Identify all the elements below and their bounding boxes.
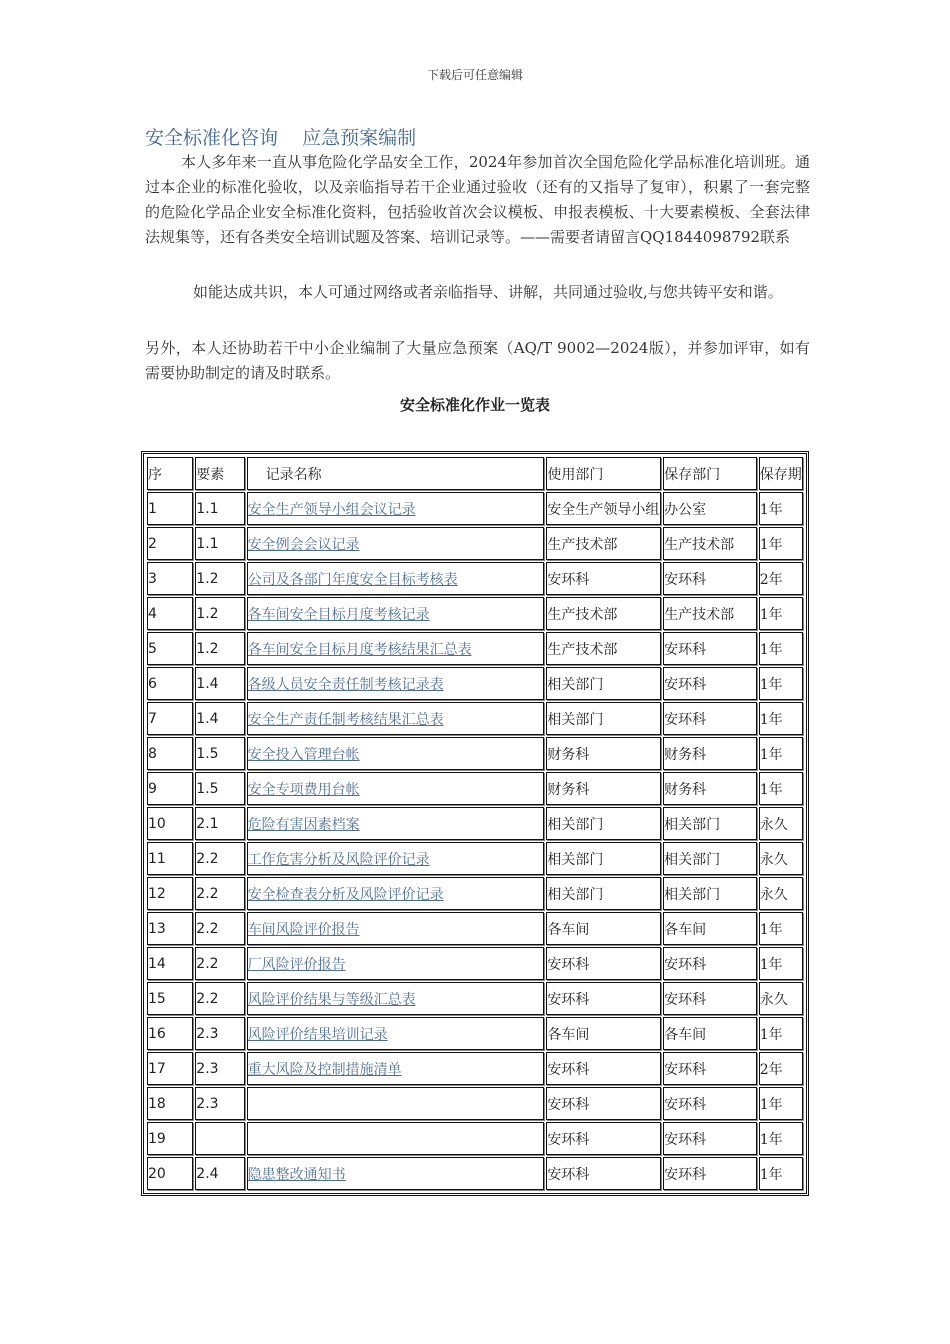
row-element-cell: 1.4 bbox=[195, 667, 244, 700]
row-keep-dept-cell: 相关部门 bbox=[663, 842, 757, 875]
intro-paragraph: 本人多年来一直从事危险化学品安全工作，2024年参加首次全国危险化学品标准化培训班。通过本企业的标准化验收，以及亲临指导若干企业通过验收（还有的又指导了复审），积累了一套完整的危险化学品企业安全标准化资料，包括验收首次会议模板、申报表模板、十大要素模板、全套法律法规集等，还有各类安全培训试题及答案、培训记录等。——需要者请留言QQ1844098792联系 bbox=[145, 153, 810, 246]
row-keep-dept-cell: 生产技术部 bbox=[663, 527, 757, 560]
row-record-name-cell bbox=[247, 807, 545, 840]
consensus-paragraph: 如能达成共识，本人可通过网络或者亲临指导、讲解，共同通过验收,与您共铸平安和谐。 bbox=[193, 283, 783, 301]
row-record-name-cell bbox=[247, 562, 545, 595]
row-use-dept-cell: 财务科 bbox=[546, 772, 661, 805]
row-use-dept-cell: 相关部门 bbox=[546, 667, 661, 700]
row-use-dept-cell: 安环科 bbox=[546, 1157, 661, 1190]
row-use-dept-cell: 相关部门 bbox=[546, 842, 661, 875]
row-keep-period-cell: 1年 bbox=[759, 702, 803, 735]
row-keep-dept-cell: 安环科 bbox=[663, 667, 757, 700]
table-row bbox=[147, 1017, 803, 1050]
table-row bbox=[147, 597, 803, 630]
table-header-row bbox=[147, 457, 803, 490]
row-seq-cell: 5 bbox=[147, 632, 193, 665]
record-link[interactable]: 安全投入管理台帐 bbox=[247, 746, 360, 763]
row-seq-cell: 8 bbox=[147, 737, 193, 770]
row-record-name-cell bbox=[247, 877, 545, 910]
row-use-dept-cell: 生产技术部 bbox=[546, 527, 661, 560]
table-row bbox=[147, 772, 803, 805]
row-keep-dept-cell: 安环科 bbox=[663, 1122, 757, 1155]
row-keep-dept-cell: 相关部门 bbox=[663, 877, 757, 910]
row-record-name-cell bbox=[247, 947, 545, 980]
row-record-name-cell bbox=[247, 527, 545, 560]
table-row bbox=[147, 807, 803, 840]
table-row bbox=[147, 1052, 803, 1085]
header-use-dept: 使用部门 bbox=[546, 457, 661, 490]
row-use-dept-cell: 相关部门 bbox=[546, 877, 661, 910]
table-row bbox=[147, 527, 803, 560]
row-record-name-cell bbox=[247, 982, 545, 1015]
record-link[interactable]: 安全生产领导小组会议记录 bbox=[247, 501, 416, 518]
row-record-name-cell bbox=[247, 632, 545, 665]
row-keep-dept-cell: 安环科 bbox=[663, 702, 757, 735]
row-use-dept-cell: 财务科 bbox=[546, 737, 661, 770]
row-element-cell: 2.3 bbox=[195, 1052, 244, 1085]
record-link[interactable]: 车间风险评价报告 bbox=[247, 921, 360, 938]
row-seq-cell: 13 bbox=[147, 912, 193, 945]
row-keep-period-cell: 1年 bbox=[759, 772, 803, 805]
row-keep-period-cell: 永久 bbox=[759, 982, 803, 1015]
row-keep-period-cell: 2年 bbox=[759, 562, 803, 595]
row-seq-cell: 11 bbox=[147, 842, 193, 875]
row-seq-cell: 1 bbox=[147, 492, 193, 525]
row-record-name-cell bbox=[247, 1087, 545, 1120]
row-record-name-cell bbox=[247, 1017, 545, 1050]
record-link[interactable]: 重大风险及控制措施清单 bbox=[247, 1061, 402, 1078]
row-element-cell bbox=[195, 1122, 244, 1155]
row-keep-period-cell: 永久 bbox=[759, 877, 803, 910]
row-seq-cell: 4 bbox=[147, 597, 193, 630]
row-element-cell: 1.2 bbox=[195, 632, 244, 665]
emergency-plan-paragraph: 另外，本人还协助若干中小企业编制了大量应急预案（AQ/T 9002—2024版），并参加评审，如有需要协助制定的请及时联系。 bbox=[145, 339, 810, 382]
document-title: 安全标准化咨询 应急预案编制 bbox=[145, 127, 417, 149]
row-element-cell: 1.5 bbox=[195, 772, 244, 805]
row-seq-cell: 16 bbox=[147, 1017, 193, 1050]
record-link[interactable]: 工作危害分析及风险评价记录 bbox=[247, 851, 430, 868]
row-seq-cell: 9 bbox=[147, 772, 193, 805]
table-row bbox=[147, 1122, 803, 1155]
row-seq-cell: 17 bbox=[147, 1052, 193, 1085]
table-body bbox=[147, 492, 803, 1190]
row-keep-period-cell: 1年 bbox=[759, 737, 803, 770]
row-element-cell: 2.3 bbox=[195, 1087, 244, 1120]
table-row bbox=[147, 1157, 803, 1190]
row-element-cell: 1.2 bbox=[195, 562, 244, 595]
table-row bbox=[147, 842, 803, 875]
record-link[interactable]: 厂风险评价报告 bbox=[247, 956, 346, 973]
row-element-cell: 1.4 bbox=[195, 702, 244, 735]
header-element: 要素 bbox=[195, 457, 244, 490]
table-row bbox=[147, 632, 803, 665]
row-seq-cell: 20 bbox=[147, 1157, 193, 1190]
row-record-name-cell bbox=[247, 842, 545, 875]
row-record-name-cell bbox=[247, 1157, 545, 1190]
row-keep-period-cell: 永久 bbox=[759, 842, 803, 875]
row-seq-cell: 7 bbox=[147, 702, 193, 735]
row-keep-period-cell: 1年 bbox=[759, 632, 803, 665]
row-record-name-cell bbox=[247, 1122, 545, 1155]
header-note: 下载后可任意编辑 bbox=[426, 68, 523, 82]
row-use-dept-cell: 安环科 bbox=[546, 1087, 661, 1120]
record-link[interactable]: 危险有害因素档案 bbox=[247, 816, 360, 833]
row-keep-period-cell: 2年 bbox=[759, 1052, 803, 1085]
row-keep-dept-cell: 安环科 bbox=[663, 1157, 757, 1190]
row-keep-dept-cell: 各车间 bbox=[663, 912, 757, 945]
record-link[interactable]: 各车间安全目标月度考核结果汇总表 bbox=[247, 641, 472, 658]
row-element-cell: 2.2 bbox=[195, 842, 244, 875]
table-row bbox=[147, 877, 803, 910]
row-record-name-cell bbox=[247, 597, 545, 630]
row-keep-dept-cell: 生产技术部 bbox=[663, 597, 757, 630]
row-record-name-cell bbox=[247, 772, 545, 805]
row-record-name-cell bbox=[247, 912, 545, 945]
row-element-cell: 1.1 bbox=[195, 527, 244, 560]
record-link[interactable]: 公司及各部门年度安全目标考核表 bbox=[247, 571, 458, 588]
row-use-dept-cell: 安环科 bbox=[546, 947, 661, 980]
row-keep-period-cell: 1年 bbox=[759, 492, 803, 525]
row-keep-dept-cell: 安环科 bbox=[663, 632, 757, 665]
table-row bbox=[147, 947, 803, 980]
header-keep-period: 保存期 bbox=[759, 457, 803, 490]
row-use-dept-cell: 各车间 bbox=[546, 1017, 661, 1050]
record-link[interactable]: 各车间安全目标月度考核记录 bbox=[247, 606, 430, 623]
row-element-cell: 2.2 bbox=[195, 912, 244, 945]
row-keep-period-cell: 1年 bbox=[759, 947, 803, 980]
row-record-name-cell bbox=[247, 492, 545, 525]
row-element-cell: 1.5 bbox=[195, 737, 244, 770]
row-keep-period-cell: 1年 bbox=[759, 1157, 803, 1190]
row-record-name-cell bbox=[247, 667, 545, 700]
row-element-cell: 2.3 bbox=[195, 1017, 244, 1050]
records-table bbox=[141, 451, 809, 1196]
row-keep-dept-cell: 安环科 bbox=[663, 1052, 757, 1085]
row-seq-cell: 6 bbox=[147, 667, 193, 700]
row-use-dept-cell: 安环科 bbox=[546, 982, 661, 1015]
row-seq-cell: 18 bbox=[147, 1087, 193, 1120]
row-keep-period-cell: 1年 bbox=[759, 1087, 803, 1120]
record-link[interactable]: 隐患整改通知书 bbox=[247, 1166, 346, 1183]
table-row bbox=[147, 562, 803, 595]
row-keep-period-cell: 1年 bbox=[759, 1122, 803, 1155]
row-seq-cell: 15 bbox=[147, 982, 193, 1015]
row-element-cell: 2.2 bbox=[195, 982, 244, 1015]
row-record-name-cell bbox=[247, 702, 545, 735]
row-keep-period-cell: 1年 bbox=[759, 597, 803, 630]
row-element-cell: 2.4 bbox=[195, 1157, 244, 1190]
row-element-cell: 2.1 bbox=[195, 807, 244, 840]
record-link[interactable]: 风险评价结果培训记录 bbox=[247, 1026, 388, 1043]
record-link[interactable]: 各级人员安全责任制考核记录表 bbox=[247, 676, 444, 693]
record-link[interactable]: 风险评价结果与等级汇总表 bbox=[247, 991, 416, 1008]
record-link[interactable]: 安全例会会议记录 bbox=[247, 536, 360, 553]
row-seq-cell: 14 bbox=[147, 947, 193, 980]
row-keep-dept-cell: 相关部门 bbox=[663, 807, 757, 840]
table-row bbox=[147, 702, 803, 735]
record-link[interactable]: 安全专项费用台帐 bbox=[247, 781, 360, 798]
row-keep-dept-cell: 安环科 bbox=[663, 982, 757, 1015]
row-element-cell: 1.1 bbox=[195, 492, 244, 525]
record-link[interactable]: 安全检查表分析及风险评价记录 bbox=[247, 886, 444, 903]
row-seq-cell: 3 bbox=[147, 562, 193, 595]
header-keep-dept: 保存部门 bbox=[663, 457, 757, 490]
row-use-dept-cell: 相关部门 bbox=[546, 807, 661, 840]
row-use-dept-cell: 生产技术部 bbox=[546, 597, 661, 630]
row-keep-dept-cell: 安环科 bbox=[663, 1087, 757, 1120]
row-use-dept-cell: 安全生产领导小组 bbox=[546, 492, 661, 525]
row-keep-dept-cell: 财务科 bbox=[663, 772, 757, 805]
row-keep-period-cell: 1年 bbox=[759, 912, 803, 945]
row-element-cell: 1.2 bbox=[195, 597, 244, 630]
row-keep-period-cell: 1年 bbox=[759, 527, 803, 560]
row-keep-dept-cell: 安环科 bbox=[663, 562, 757, 595]
row-keep-dept-cell: 各车间 bbox=[663, 1017, 757, 1050]
row-use-dept-cell: 生产技术部 bbox=[546, 632, 661, 665]
table-row bbox=[147, 492, 803, 525]
row-seq-cell: 10 bbox=[147, 807, 193, 840]
table-row bbox=[147, 737, 803, 770]
table-row bbox=[147, 667, 803, 700]
row-element-cell: 2.2 bbox=[195, 877, 244, 910]
row-keep-dept-cell: 安环科 bbox=[663, 947, 757, 980]
row-use-dept-cell: 安环科 bbox=[546, 1122, 661, 1155]
table-title: 安全标准化作业一览表 bbox=[399, 396, 550, 414]
row-element-cell: 2.2 bbox=[195, 947, 244, 980]
table-row bbox=[147, 982, 803, 1015]
row-seq-cell: 19 bbox=[147, 1122, 193, 1155]
header-record-name: 记录名称 bbox=[247, 457, 545, 490]
row-keep-period-cell: 永久 bbox=[759, 807, 803, 840]
row-keep-dept-cell: 财务科 bbox=[663, 737, 757, 770]
row-use-dept-cell: 各车间 bbox=[546, 912, 661, 945]
row-seq-cell: 2 bbox=[147, 527, 193, 560]
row-keep-period-cell: 1年 bbox=[759, 667, 803, 700]
row-seq-cell: 12 bbox=[147, 877, 193, 910]
row-use-dept-cell: 安环科 bbox=[546, 562, 661, 595]
row-record-name-cell bbox=[247, 1052, 545, 1085]
record-link[interactable]: 安全生产责任制考核结果汇总表 bbox=[247, 711, 444, 728]
table-row bbox=[147, 912, 803, 945]
header-seq: 序 bbox=[147, 457, 193, 490]
row-keep-dept-cell: 办公室 bbox=[663, 492, 757, 525]
row-record-name-cell bbox=[247, 737, 545, 770]
row-use-dept-cell: 相关部门 bbox=[546, 702, 661, 735]
row-use-dept-cell: 安环科 bbox=[546, 1052, 661, 1085]
table-row bbox=[147, 1087, 803, 1120]
row-keep-period-cell: 1年 bbox=[759, 1017, 803, 1050]
